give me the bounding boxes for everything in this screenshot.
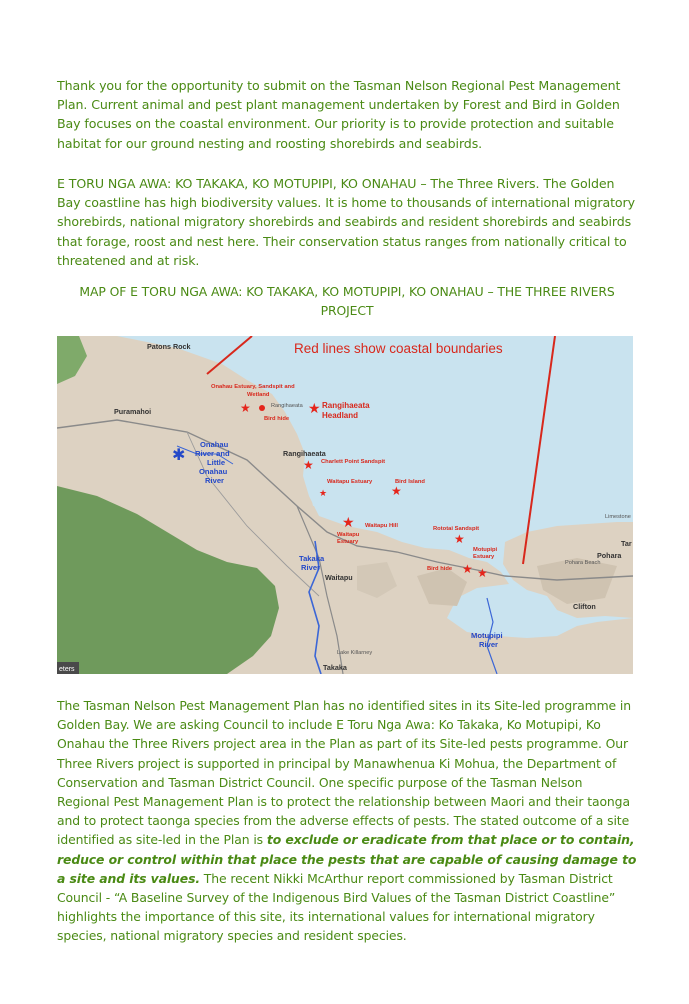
intro-paragraph: Thank you for the opportunity to submit on the Tasman Nelson Regional Pest Management Plan. Current animal and pest plant management undertaken by Forest and Bird in Golden Bay focuses on the coastal environment. Our priority is to provide protection and suitable habitat for our ground nesting and roosting shorebirds and seabirds. <box>57 78 621 151</box>
label-onahau-river-5: River <box>205 476 224 485</box>
label-motupipi-estuary-1: Motupipi <box>473 547 498 553</box>
label-wetland: Wetland <box>247 392 270 398</box>
label-takaka: Takaka <box>323 663 347 672</box>
label-limestone: Limestone <box>605 514 631 520</box>
site-led-outcome: to exclude or eradicate from that place or to contain, reduce or control within that place the pests that are capable of causing damage to a site and its values. <box>57 832 637 886</box>
marker-rangihaeata-headland: ★ <box>308 401 321 417</box>
three-rivers-paragraph: E TORU NGA AWA: KO TAKAKA, KO MOTUPIPI, KO ONAHAU – The Three Rivers. The Golden Bay coastline has high biodiversity values. It is home to thousands of international migratory shorebirds, national migratory shorebirds and seabirds and resident shorebirds and seabirds that forage, roost and nest here. Their conservation status ranges from nationally critical to threatened and at risk. <box>57 176 635 268</box>
label-rangihaeata-headland-2: Headland <box>322 411 359 420</box>
label-pohara: Pohara <box>597 551 622 560</box>
label-onahau-estuary: Onahau Estuary, Sandspit and <box>211 384 295 390</box>
label-waitapu-estuary-2: Estuary <box>337 539 359 545</box>
label-waitapu-hill: Waitapu Hill <box>365 523 398 529</box>
label-takaka-river-1: Takaka <box>299 554 325 563</box>
marker-bird-hide-1 <box>259 405 265 411</box>
label-tar: Tar <box>621 539 632 548</box>
label-rangihaeata-headland-1: Rangihaeata <box>322 401 370 410</box>
label-onahau-river-4: Onahau <box>199 467 228 476</box>
label-bird-hide-2: Bird hide <box>427 566 453 572</box>
label-lake: Lake Killarney <box>337 650 373 656</box>
map-heading: MAP OF E TORU NGA AWA: KO TAKAKA, KO MOTUPIPI, KO ONAHAU – THE THREE RIVERS PROJECT <box>79 284 615 318</box>
label-puramahoi: Puramahoi <box>114 407 152 416</box>
marker-onahau-estuary: ★ <box>240 401 251 415</box>
marker-charlett: ★ <box>303 458 314 472</box>
label-bird-island: Bird Island <box>395 479 425 485</box>
label-rototai: Rototai Sandspit <box>433 526 480 532</box>
label-motupipi-estuary-2: Estuary <box>473 554 495 560</box>
label-waitapu-estuary-top: Waitapu Estuary <box>327 479 373 485</box>
label-onahau-river-1: Onahau <box>200 440 229 449</box>
label-takaka-river-2: River <box>301 563 320 572</box>
label-patons-rock: Patons Rock <box>147 342 191 351</box>
site-led-text-c: The recent Nikki McArthur report commissioned by Tasman District Council - “A Baseline Survey of the Indigenous Bird Values of the Tasman District Coastline” highlights the importance of this site, its international values for international migratory species, national migratory species and resident species. <box>57 870 616 944</box>
marker-waitapu-hill: ★ <box>342 515 355 531</box>
label-rangihaeata-small: Rangihaeata <box>271 403 303 409</box>
marker-bird-island: ★ <box>391 484 402 498</box>
marker-bird-hide-2: ★ <box>477 566 488 580</box>
marker-motupipi-estuary: ★ <box>462 562 473 576</box>
label-bird-hide-1: Bird hide <box>264 416 290 422</box>
label-waitapu-estuary-1: Waitapu <box>337 532 360 538</box>
label-onahau-river-2: River and <box>195 449 230 458</box>
label-pohara-beach: Pohara Beach <box>565 560 601 566</box>
scale-label: eters <box>59 666 75 673</box>
marker-rototai: ★ <box>454 532 465 546</box>
site-led-paragraph <box>57 696 637 946</box>
map-title: Red lines show coastal boundaries <box>294 341 503 356</box>
marker-waitapu-estuary-top: ★ <box>319 489 328 499</box>
label-motupipi-river-2: River <box>479 640 498 649</box>
site-led-text-a: The Tasman Nelson Pest Management Plan has no identified sites in its Site-led programme in Golden Bay. We are asking Council to include E Toru Nga Awa: Ko Takaka, Ko Motupipi, Ko Onahau the Three Rivers project area in the Plan as part of its Site-led pests programme. Our Three Rivers project is supported in principal by Manawhenua Ki Mohua, the Department of Conservation and Tasman District Council. One specific purpose of the Tasman Nelson Regional Pest Management Plan is to protect the relationship between Maori and their taonga and to protect taonga species from the adverse effects of pests. The stated outcome of a site identified as site-led in the Plan is <box>57 698 632 848</box>
label-onahau-river-3: Little <box>207 458 226 467</box>
marker-onahau-river: ✱ <box>172 445 186 464</box>
three-rivers-map <box>57 336 633 674</box>
label-rangihaeata: Rangihaeata <box>283 449 326 458</box>
label-motupipi-river-1: Motupipi <box>471 631 503 640</box>
label-clifton: Clifton <box>573 602 596 611</box>
label-waitapu: Waitapu <box>325 573 353 582</box>
label-charlett: Charlett Point Sandspit <box>321 459 386 465</box>
